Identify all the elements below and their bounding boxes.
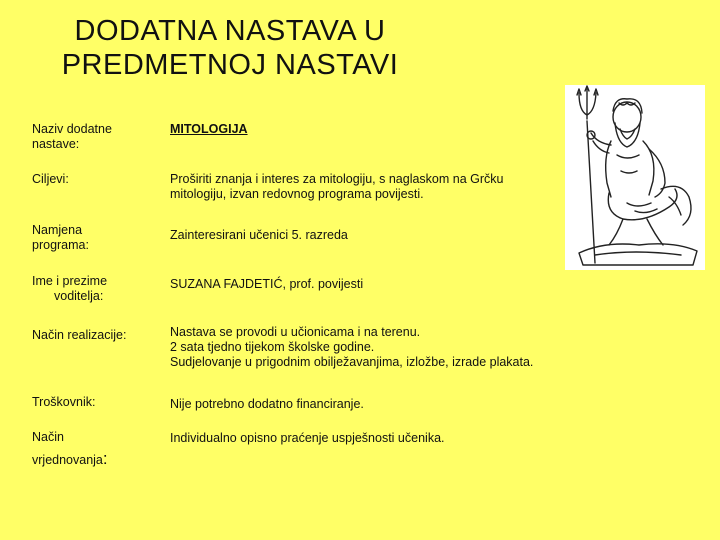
label-namjena: Namjena programa:: [32, 223, 89, 252]
label-ciljevi: Ciljevi:: [32, 172, 69, 186]
page-title: [0, 14, 460, 82]
label-naziv: Naziv dodatne nastave:: [32, 122, 112, 151]
value-realizacija: Nastava se provodi u učionicama i na terenu. 2 sata tjedno tijekom školske godine. Sudjelovanje u prigodnim obilježavanjima, izložbe, izrade plakata.: [170, 325, 534, 369]
poseidon-illustration-icon: [565, 85, 705, 270]
label-realizacija: Način realizacije:: [32, 328, 127, 342]
value-naziv: MITOLOGIJA: [170, 122, 248, 136]
label-troskovnik: Troškovnik:: [32, 395, 96, 409]
poseidon-picture: [565, 85, 705, 270]
title-line-1: DODATNA NASTAVA U: [74, 15, 386, 47]
value-vrjednovanje: Individualno opisno praćenje uspješnosti učenika.: [170, 431, 445, 445]
value-troskovnik: Nije potrebno dodatno financiranje.: [170, 397, 364, 411]
value-voditelj: SUZANA FAJDETIĆ, prof. povijesti: [170, 277, 364, 291]
value-ciljevi: Proširiti znanja i interes za mitologiju, s naglaskom na Grčku mitologiju, izvan redovnog programa povijesti.: [170, 172, 504, 201]
label-vrjednovanje: Način vrjednovanja:: [32, 430, 108, 468]
title-line-2: PREDMETNOJ NASTAVI: [61, 49, 399, 81]
value-namjena: Zainteresirani učenici 5. razreda: [170, 228, 348, 242]
label-voditelj: Ime i prezime voditelja:: [32, 274, 108, 303]
